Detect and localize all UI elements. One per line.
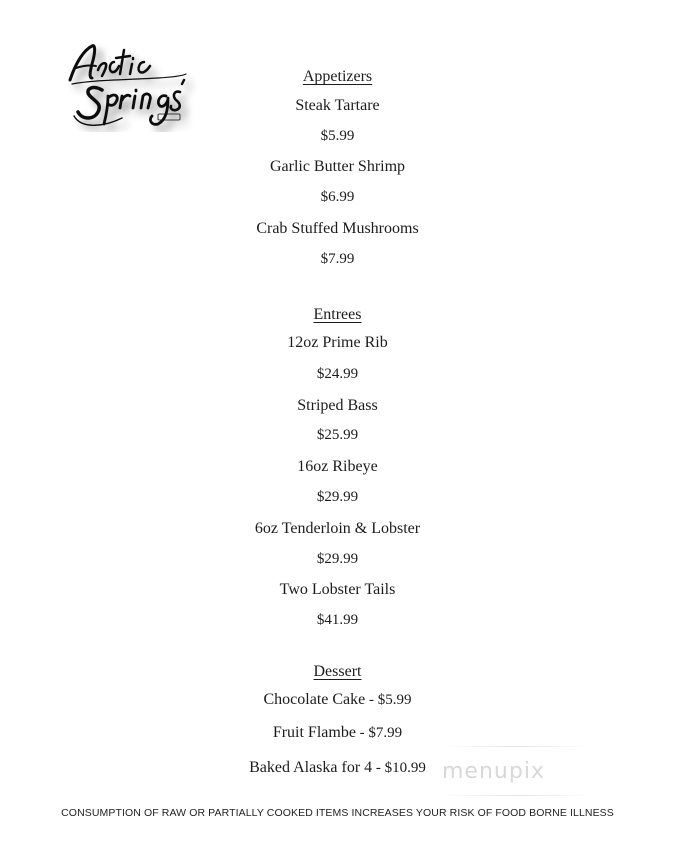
menu-item-name: Fruit Flambe — [272, 724, 356, 741]
section-heading-entrees: Entrees — [313, 306, 362, 323]
section-heading-dessert: Dessert — [313, 663, 362, 680]
dessert-item — [0, 724, 675, 742]
menu-item-price: $7.99 — [368, 725, 403, 741]
menu-item-name: 16oz Ribeye — [297, 458, 378, 475]
menu-item-price: $10.99 — [384, 760, 426, 776]
menu-item-price: $5.99 — [320, 128, 355, 144]
menu-item-price: $5.99 — [377, 692, 412, 708]
dessert-item — [0, 691, 675, 709]
menu-item-name: 6oz Tenderloin & Lobster — [254, 520, 421, 537]
menu-item-name: Garlic Butter Shrimp — [269, 158, 406, 175]
menu-item-price: $29.99 — [316, 489, 359, 505]
section-heading-appetizers: Appetizers — [302, 68, 373, 85]
menu-item-price: $41.99 — [316, 612, 359, 628]
health-disclaimer: CONSUMPTION OF RAW OR PARTIALLY COOKED ITEMS INCREASES YOUR RISK OF FOOD BORNE ILLNESS — [61, 807, 614, 819]
menu-item-name: 12oz Prime Rib — [287, 334, 388, 351]
menu-item-name: Chocolate Cake — [263, 691, 366, 708]
price-separator: - — [355, 725, 369, 741]
price-separator: - — [372, 760, 385, 776]
menu-item-name: Striped Bass — [297, 397, 378, 414]
menu-item-name: Steak Tartare — [295, 97, 380, 114]
price-separator: - — [365, 692, 378, 708]
menu-item-price: $29.99 — [316, 551, 359, 567]
menu-item-price: $25.99 — [316, 427, 359, 443]
menu-item-name: Two Lobster Tails — [279, 581, 396, 598]
menu-item-name: Crab Stuffed Mushrooms — [256, 220, 419, 237]
watermark: menupix — [442, 754, 592, 790]
menu-item-name: Baked Alaska for 4 — [249, 759, 373, 776]
menu-item-price: $24.99 — [316, 366, 359, 382]
menu-item-price: $6.99 — [320, 189, 355, 205]
menu-item-price: $7.99 — [320, 251, 355, 267]
